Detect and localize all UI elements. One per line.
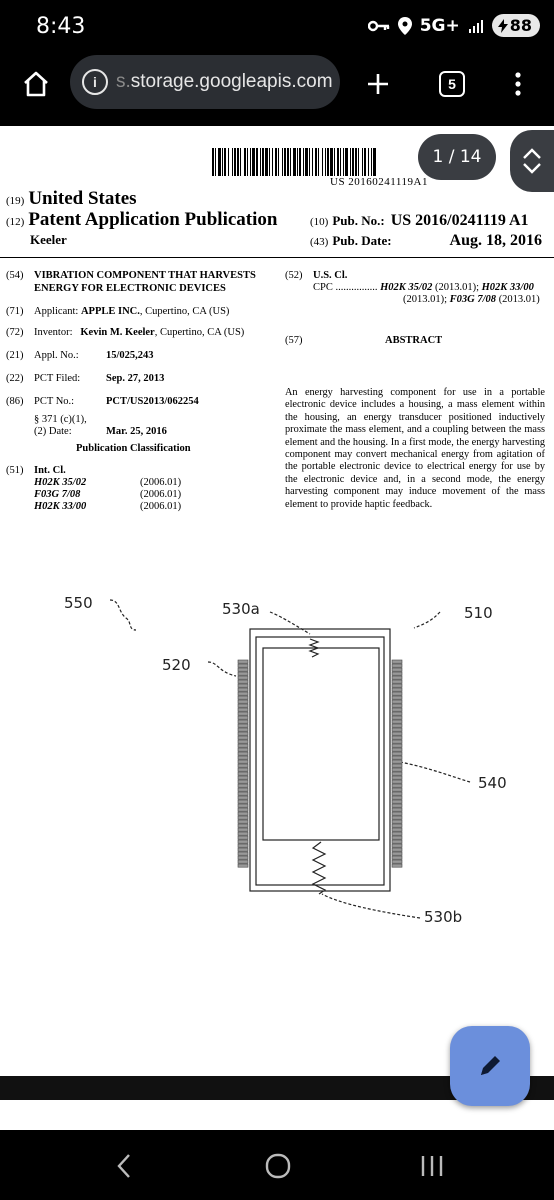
browser-toolbar [0,54,554,126]
coil-winding [392,684,402,687]
pdf-page[interactable]: US 20160241119A1 1 / 14 (19) United States (12) Patent Application Publication Keeler (10) Pub. No.: US 2016/0241119 A1 (43) Pub. Date: Aug. 18, 2016 (54) VIBRATION COMPONENT THAT HARVESTS ENERGY FOR ELECTRONIC DEVICES (71) Applicant: APPLE INC., Cupertino, CA (US) (72) Inventor: Kevin M. Keeler, Cupertino, CA (US) (21) Appl. No.: 15/025,243 (22) PCT Filed: Sep. 27, 2013 (86) PCT No.: PCT/US2013/062254 § 371 (c)(1), (2) Date: Mar. 25, 2016 Publication Classification (51) Int. Cl. H02K 35/02 (2006.01) F03G 7/08 (2006.01) H02K 33/00 (2006.01) (52) U.S. Cl. CPC ................ H02K 35/02 (2013.01); H02K 33/00 (2013.01); F03G 7/08 (2013.01) (57) ABSTRACT An energy harvesting component for use in a portable electronic device includes a housing, a mass element within the housing, an energy transducer positioned inductively proximate the mass element, and a coupling between the mass element and the housing. In a first mode, the energy harvesting component may convert mechanical energy from agitation of the portable electronic device to electrical energy for use by the electronic device and, in a second mode, the energy harvesting component may induce movement of the mass element to provide haptic feedback. 550 530a 510 520 540 530b [0,126,554,1076]
coil-winding [238,844,248,847]
coil-winding [238,812,248,815]
coil-winding [392,860,402,863]
coil-left [238,660,248,867]
coil-winding [392,720,402,723]
coil-winding [238,816,248,819]
coil-winding [238,852,248,855]
coil-winding [238,772,248,775]
housing-inner [256,637,384,885]
coil-winding [392,776,402,779]
coil-winding [238,740,248,743]
pub-date-row: (43) Pub. Date: Aug. 18, 2016 [310,232,542,249]
menu-button[interactable] [500,64,536,104]
label-550: 550 [64,594,93,612]
coil-winding [238,760,248,763]
label-530a: 530a [222,600,260,618]
coil-winding [392,788,402,791]
info-icon[interactable]: i [82,69,108,95]
applicant-field: (71) Applicant: APPLE INC., Cupertino, CA (US) [6,306,230,317]
coil-winding [392,756,402,759]
coil-winding [392,844,402,847]
home-button[interactable] [14,64,58,104]
more-icon [515,72,521,96]
coil-winding [392,724,402,727]
coil-winding [392,808,402,811]
coil-winding [238,728,248,731]
coil-winding [392,784,402,787]
coil-winding [238,692,248,695]
plus-icon [366,72,390,96]
coil-winding [238,724,248,727]
location-icon [398,17,412,35]
coil-winding [392,852,402,855]
coil-winding [238,832,248,835]
coil-winding [238,848,248,851]
coil-winding [238,768,248,771]
coil-winding [392,780,402,783]
coil-winding [392,772,402,775]
coil-winding [392,696,402,699]
battery-icon [492,14,540,37]
home-nav-button[interactable] [258,1148,298,1184]
status-bar [0,0,554,54]
coil-winding [392,768,402,771]
pub-no: US 2016/0241119 A1 [390,212,529,229]
coil-winding [238,764,248,767]
coil-winding [238,704,248,707]
label-540: 540 [478,774,507,792]
coil-winding [392,836,402,839]
recents-icon [419,1154,445,1178]
back-icon [116,1153,132,1179]
coil-winding [238,824,248,827]
page-indicator: 1 / 14 [418,134,496,180]
coil-winding [392,676,402,679]
coil-winding [392,796,402,799]
coil-winding [238,708,248,711]
coil-winding [238,780,248,783]
edit-icon [476,1052,504,1080]
coil-winding [238,696,248,699]
coil-winding [238,756,248,759]
status-time: 8:43 [36,14,86,39]
coil-winding [238,672,248,675]
coil-winding [392,740,402,743]
coil-winding [238,712,248,715]
title-field: (54) VIBRATION COMPONENT THAT HARVESTS ENERGY FOR ELECTRONIC DEVICES [6,270,256,294]
coil-winding [392,716,402,719]
home-circle-icon [265,1153,291,1179]
coil-winding [392,840,402,843]
spring-530b [313,842,325,894]
coil-winding [392,812,402,815]
inventor-field: (72) Inventor: Kevin M. Keeler, Cupertino, CA (US) [6,327,245,338]
inventor-short: Keeler [30,232,67,247]
coil-winding [238,864,248,867]
coil-winding [392,664,402,667]
recents-button[interactable] [412,1148,452,1184]
abstract-text: An energy harvesting component for use in a portable electronic device includes a housing, a mass element within the housing, an energy transducer positioned inductively proximate the mass element, and a coupling between the mass element and the housing. In a first mode, the energy harvesting component may convert mechanical energy from agitation of the portable electronic device to electrical energy for use by the electronic device and, in a second mode, the energy harvesting component may induce movement of the mass element to provide haptic feedback. [285,387,545,510]
coil-winding [238,828,248,831]
pct-no-field: (86) PCT No.: PCT/US2013/062254 § 371 (c)(1), (2) Date: Mar. 25, 2016 [6,396,199,437]
label-520: 520 [162,656,191,674]
coil-winding [238,732,248,735]
coil-winding [238,676,248,679]
us-cl-field: (52) U.S. Cl. CPC ................ H02K 35/02 (2013.01); H02K 33/00 (2013.01); F03G 7/08 (2013.01) [285,270,540,305]
coil-winding [238,680,248,683]
coil-winding [238,784,248,787]
coil-winding [392,864,402,867]
new-tab-button[interactable] [358,64,398,104]
int-cl-field: (51) Int. Cl. H02K 35/02 (2006.01) F03G 7/08 (2006.01) H02K 33/00 (2006.01) [6,465,182,512]
coil-winding [392,672,402,675]
coil-winding [392,704,402,707]
coil-winding [392,744,402,747]
country-row: (19) United States [6,188,137,209]
coil-winding [238,716,248,719]
coil-winding [238,660,248,663]
coil-winding [392,712,402,715]
coil-winding [392,688,402,691]
coil-winding [238,860,248,863]
coil-winding [392,732,402,735]
coil-winding [238,688,248,691]
status-icons [368,14,540,37]
coil-winding [392,692,402,695]
label-510: 510 [464,604,493,622]
coil-winding [392,824,402,827]
coil-winding [238,744,248,747]
coil-winding [238,836,248,839]
barcode-number: US 20160241119A1 [330,176,428,188]
coil-winding [238,788,248,791]
coil-winding [238,820,248,823]
coil-winding [392,752,402,755]
coil-winding [238,856,248,859]
tab-switcher-button[interactable] [430,64,474,104]
coil-winding [392,760,402,763]
coil-winding [238,840,248,843]
coil-winding [392,764,402,767]
coil-winding [392,816,402,819]
coil-winding [238,700,248,703]
pub-type-row: (12) Patent Application Publication [6,209,278,230]
country: United States [28,188,137,209]
coil-winding [238,752,248,755]
home-icon [22,70,50,98]
key-icon [368,19,390,33]
coil-winding [392,828,402,831]
url-prefix: s. [116,71,131,92]
coil-winding [238,720,248,723]
pub-type: Patent Application Publication [28,209,278,230]
network-type: 5G+ [419,15,460,36]
coil-winding [392,820,402,823]
system-nav-bar [0,1130,554,1200]
coil-winding [238,792,248,795]
coil-winding [392,708,402,711]
coil-winding [392,748,402,751]
coil-winding [392,736,402,739]
edit-button[interactable] [450,1026,530,1106]
coil-right [392,660,402,867]
coil-winding [238,804,248,807]
pub-no-row: (10) Pub. No.: US 2016/0241119 A1 [310,212,529,229]
coil-winding [238,800,248,803]
coil-winding [392,680,402,683]
battery-level: 88 [509,16,532,35]
coil-winding [392,804,402,807]
coil-winding [238,736,248,739]
coil-winding [392,700,402,703]
coil-winding [238,808,248,811]
coil-winding [392,660,402,663]
mass-element [263,648,379,840]
coil-winding [392,800,402,803]
coil-winding [238,776,248,779]
coil-winding [238,664,248,667]
coil-winding [392,792,402,795]
coil-winding [392,832,402,835]
pub-class-heading: Publication Classification [76,443,191,454]
coil-winding [238,748,248,751]
coil-winding [392,848,402,851]
pub-date: Aug. 18, 2016 [449,232,542,249]
tabs-icon: 5 [439,71,465,97]
address-bar[interactable] [70,55,340,109]
coil-winding [238,668,248,671]
coil-winding [392,856,402,859]
signal-icon [468,18,484,34]
coil-winding [392,728,402,731]
coil-winding [392,668,402,671]
coil-winding [238,684,248,687]
label-530b: 530b [424,908,463,926]
back-button[interactable] [104,1148,144,1184]
coil-winding [238,796,248,799]
url-text: storage.googleapis.com [130,71,333,92]
